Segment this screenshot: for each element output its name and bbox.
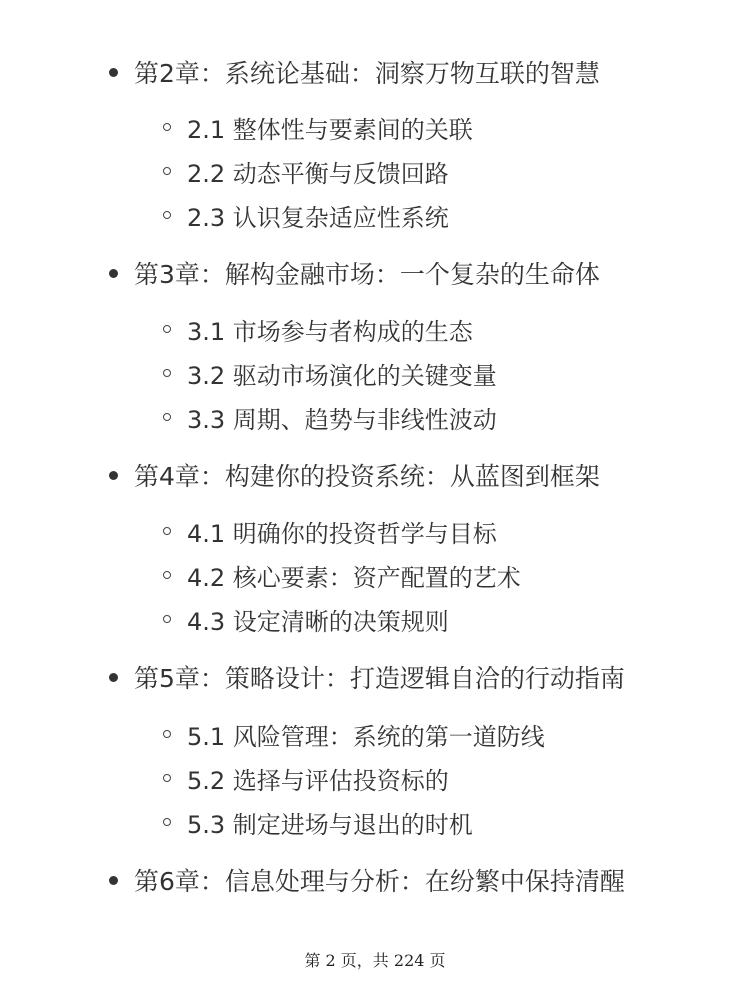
hollow-bullet-icon [163, 818, 171, 826]
page-number-footer: 第 2 页，共 224 页 [304, 951, 446, 970]
section-title: 5.3 制定进场与退出的时机 [187, 810, 473, 839]
chapter-title: 第3章：解构金融市场：一个复杂的生命体 [134, 260, 600, 289]
hollow-bullet-icon [163, 774, 171, 782]
hollow-bullet-icon [163, 615, 171, 623]
section-item [163, 197, 449, 233]
filled-bullet-icon [109, 269, 118, 278]
filled-bullet-icon [109, 673, 118, 682]
hollow-bullet-icon [163, 211, 171, 219]
chapter-item [109, 860, 625, 900]
chapter-item [109, 253, 600, 293]
chapter-item [109, 657, 625, 697]
section-item [163, 557, 521, 593]
section-item [163, 513, 497, 549]
hollow-bullet-icon [163, 527, 171, 535]
section-item [163, 804, 473, 840]
chapter-title: 第5章：策略设计：打造逻辑自洽的行动指南 [134, 664, 625, 693]
filled-bullet-icon [109, 876, 118, 885]
section-item [163, 311, 473, 347]
section-title: 2.3 认识复杂适应性系统 [187, 203, 449, 232]
section-item [163, 355, 497, 391]
hollow-bullet-icon [163, 571, 171, 579]
section-title: 5.1 风险管理：系统的第一道防线 [187, 722, 545, 751]
hollow-bullet-icon [163, 167, 171, 175]
section-item [163, 601, 449, 637]
section-item [163, 716, 545, 752]
section-title: 3.1 市场参与者构成的生态 [187, 317, 473, 346]
section-title: 2.1 整体性与要素间的关联 [187, 115, 473, 144]
section-title: 4.3 设定清晰的决策规则 [187, 607, 449, 636]
chapter-title: 第2章：系统论基础：洞察万物互联的智慧 [134, 59, 600, 88]
hollow-bullet-icon [163, 123, 171, 131]
section-item [163, 153, 449, 189]
section-title: 4.2 核心要素：资产配置的艺术 [187, 563, 521, 592]
filled-bullet-icon [109, 471, 118, 480]
chapter-title: 第4章：构建你的投资系统：从蓝图到框架 [134, 462, 600, 491]
section-title: 5.2 选择与评估投资标的 [187, 766, 449, 795]
section-title: 4.1 明确你的投资哲学与目标 [187, 519, 497, 548]
section-title: 3.3 周期、趋势与非线性波动 [187, 405, 497, 434]
section-item [163, 399, 497, 435]
hollow-bullet-icon [163, 325, 171, 333]
hollow-bullet-icon [163, 413, 171, 421]
section-item [163, 760, 449, 796]
chapter-item [109, 455, 600, 495]
hollow-bullet-icon [163, 369, 171, 377]
hollow-bullet-icon [163, 730, 171, 738]
chapter-item [109, 52, 600, 92]
filled-bullet-icon [109, 68, 118, 77]
chapter-title: 第6章：信息处理与分析：在纷繁中保持清醒 [134, 867, 625, 896]
section-title: 3.2 驱动市场演化的关键变量 [187, 361, 497, 390]
section-title: 2.2 动态平衡与反馈回路 [187, 159, 449, 188]
section-item [163, 109, 473, 145]
